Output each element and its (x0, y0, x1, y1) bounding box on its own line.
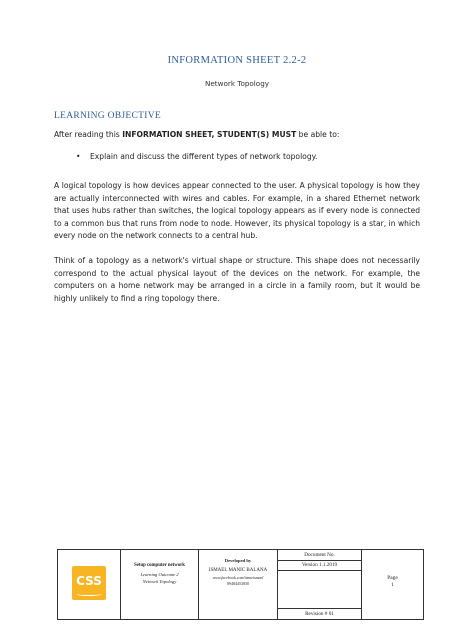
page-label: Page (387, 575, 398, 581)
footer-logo-cell (58, 550, 121, 619)
sheet-title: INFORMATION SHEET 2.2-2 (167, 55, 307, 66)
footer-document-cell (278, 550, 423, 619)
document-version: Version 1.1.2019 (278, 560, 362, 571)
logo-wave-icon (76, 592, 102, 596)
module-title: Setup computer network (134, 563, 185, 568)
intro-suffix: be able to: (296, 130, 340, 139)
document-blank (278, 571, 362, 608)
body-paragraph-2: Think of a topology as a network's virtual shape or structure. This shape does not necessarily correspond to the actual physical layout of the devices on the network. For example, the computers on a home network may be arranged in a circle in a family room, but it would be highly unlikely to find a ring topology there. (54, 256, 420, 303)
developer-phone: 09484453830 (227, 581, 249, 586)
document-footer (57, 549, 424, 620)
sheet-subtitle: Network Topology (204, 79, 270, 88)
intro-prefix: After reading this (54, 130, 123, 139)
css-logo-text: CSS (76, 574, 102, 588)
bullet-icon: • (76, 152, 81, 161)
body-paragraph-1: A logical topology is how devices appear connected to the user. A physical topology is how they are actually interconnected with wires and cables. For example, in a shared Ethernet network that uses hubs rather than switches, the logical topology appears as if every node is connected to a common bus that runs from node to node. However, its physical topology is a star, in which every node on the network connects to a central hub. (54, 181, 420, 241)
footer-developer-cell (199, 550, 278, 619)
css-logo (72, 566, 106, 600)
footer-module-cell (121, 550, 199, 619)
intro-bold: INFORMATION SHEET, STUDENT(S) MUST (122, 130, 297, 139)
developer-facebook: www.facebook.com/itsmeismael (212, 575, 264, 580)
module-topic: Network Topology (142, 579, 177, 584)
developed-by-label: Developed by (224, 558, 252, 563)
page-number: 1 (391, 582, 394, 588)
page-cell (362, 560, 423, 608)
learning-objective-heading: LEARNING OBJECTIVE (54, 111, 161, 121)
document-number-label: Document No. (278, 550, 362, 561)
page-top-blank (362, 550, 423, 560)
learning-objective-intro (54, 130, 339, 139)
module-outcome: Learning Outcome 2 (140, 572, 179, 577)
document-revision: Revision # 01 (278, 608, 362, 619)
objective-bullet (76, 152, 317, 161)
objective-bullet-text: Explain and discuss the different types of network topology. (90, 152, 318, 161)
developer-name: ISMAEL MANIC BALANA (208, 568, 268, 573)
